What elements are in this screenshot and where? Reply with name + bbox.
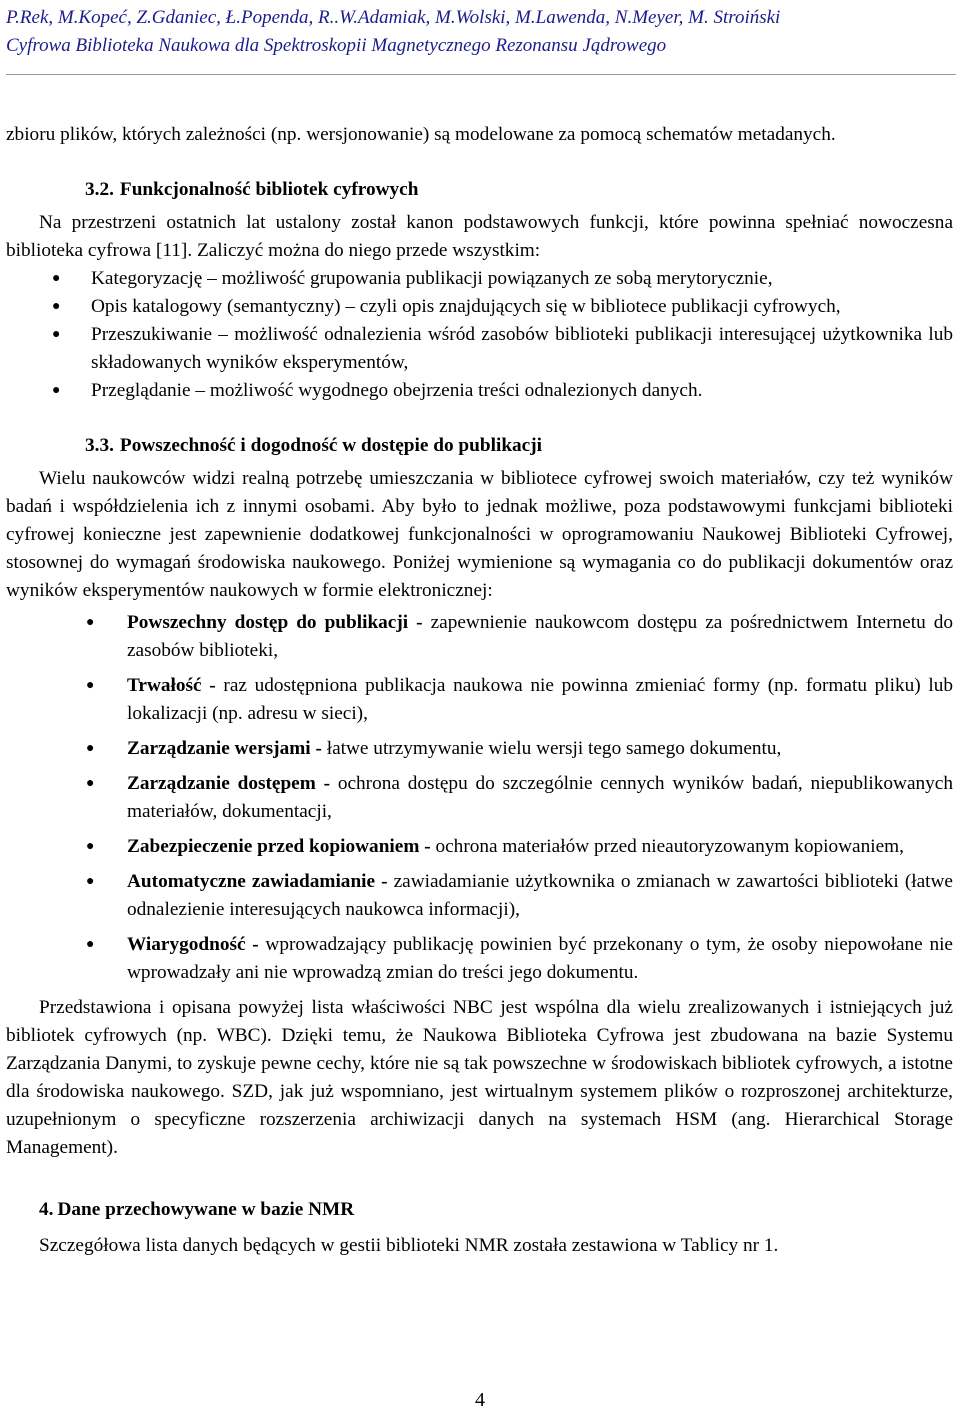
header-authors: P.Rek, M.Kopeć, Z.Gdaniec, Ł.Popenda, R..W.Adamiak, M.Wolski, M.Lawenda, N.Meyer, M. Stroiński bbox=[6, 7, 781, 28]
bullet-icon: ● bbox=[52, 327, 61, 342]
section-3-2-heading bbox=[85, 176, 953, 204]
functions-list bbox=[6, 265, 953, 405]
list-item bbox=[6, 609, 953, 665]
list-item-text: ochrona dostępu do szczególnie cennych wyników badań, niepublikowanych materiałów, dokumentacji, bbox=[127, 773, 953, 822]
bullet-icon: ● bbox=[86, 937, 95, 952]
bullet-icon: ● bbox=[86, 678, 95, 693]
list-item bbox=[6, 293, 953, 321]
bullet-icon: ● bbox=[86, 874, 95, 889]
list-item-text: łatwe utrzymywanie wielu wersji tego samego dokumentu, bbox=[326, 738, 782, 759]
list-item bbox=[6, 265, 953, 293]
list-item-term: Automatyczne zawiadamianie - bbox=[127, 871, 388, 892]
section-4-heading bbox=[39, 1196, 953, 1224]
section-number: 3.3. bbox=[85, 435, 114, 456]
list-item-term: Trwałość - bbox=[127, 675, 216, 696]
bullet-icon: ● bbox=[86, 776, 95, 791]
list-item-text: Opis katalogowy (semantyczny) – czyli opis znajdujących się w bibliotece publikacji cyfrowych, bbox=[91, 296, 841, 317]
bullet-icon: ● bbox=[52, 299, 61, 314]
list-item-text: zawiadamianie użytkownika o zmianach w zawartości biblioteki (łatwe odnalezienie interesujących naukowca informacji), bbox=[127, 871, 953, 920]
list-item bbox=[6, 833, 953, 861]
list-item-term: Zarządzanie dostępem - bbox=[127, 773, 331, 794]
list-item-term: Zarządzanie wersjami - bbox=[127, 738, 322, 759]
closing-paragraph: Przedstawiona i opisana powyżej lista właściwości NBC jest wspólna dla wielu zrealizowanych i istniejących już bibliotek cyfrowych (np. WBC). Dzięki temu, że Naukowa Biblioteka Cyfrowa jest zbudowana na bazie Systemu Zarządzania Danymi, to zyskuje pewne cechy, które nie są tak powszechne w środowiskach bibliotek cyfrowych, a istotne dla środowiska naukowego. SZD, jak już wspomniano, jest wirtualnym systemem plików o rozproszonej architekturze, uzupełnionym o specyficzne rozszerzenia archiwizacji danych na systemach HSM (ang. Hierarchical Storage Management). bbox=[6, 997, 953, 1158]
bullet-icon: ● bbox=[52, 383, 61, 398]
list-item-text: zapewnienie naukowcom dostępu za pośrednictwem Internetu do zasobów biblioteki, bbox=[127, 612, 953, 661]
list-item bbox=[6, 672, 953, 728]
list-item bbox=[6, 931, 953, 987]
section-title: Dane przechowywane w bazie NMR bbox=[57, 1199, 355, 1220]
list-item-term: Powszechny dostęp do publikacji - bbox=[127, 612, 423, 633]
list-item bbox=[6, 735, 953, 763]
page-number: 4 bbox=[475, 1389, 485, 1411]
list-item-text: wprowadzający publikację powinien być przekonany o tym, że osoby niepowołane nie wprowadzały ani nie wprowadzą zmian do treści jego dokumentu. bbox=[127, 934, 953, 983]
list-item bbox=[6, 377, 953, 405]
section-title: Powszechność i dogodność w dostępie do publikacji bbox=[119, 435, 543, 456]
section-number: 3.2. bbox=[85, 179, 114, 200]
header-title: Cyfrowa Biblioteka Naukowa dla Spektroskopii Magnetycznego Rezonansu Jądrowego bbox=[6, 35, 667, 56]
running-header bbox=[6, 4, 956, 60]
intro-paragraph: zbioru plików, których zależności (np. wersjonowanie) są modelowane za pomocą schematów metadanych. bbox=[6, 124, 836, 145]
list-item-text: ochrona materiałów przed nieautoryzowanym kopiowaniem, bbox=[435, 836, 904, 857]
section-3-3-paragraph: Wielu naukowców widzi realną potrzebę umieszczania w bibliotece cyfrowej swoich materiałów, czy też wyników badań i współdzielenia ich z innymi osobami. Aby było to jednak możliwe, poza podstawowymi funkcjami biblioteki cyfrowej konieczne jest zapewnienie dodatkowej funkcjonalności w oprogramowaniu Naukowej Biblioteki Cyfrowej, stosownej do wymagań środowiska naukowego. Poniżej wymienione są wymagania co do publikacji dokumentów oraz wyników eksperymentów naukowych w formie elektronicznej: bbox=[6, 468, 953, 601]
bullet-icon: ● bbox=[86, 741, 95, 756]
requirements-list bbox=[6, 609, 953, 987]
section-3-3-heading bbox=[85, 432, 953, 460]
list-item bbox=[6, 868, 953, 924]
bullet-icon: ● bbox=[86, 839, 95, 854]
list-item-text: raz udostępniona publikacja naukowa nie powinna zmieniać formy (np. formatu pliku) lub lokalizacji (np. adresu w sieci), bbox=[127, 675, 954, 724]
section-4-paragraph: Szczegółowa lista danych będących w gestii biblioteki NMR została zestawiona w Tablicy nr 1. bbox=[39, 1235, 779, 1256]
list-item-term: Zabezpieczenie przed kopiowaniem - bbox=[127, 836, 431, 857]
list-item bbox=[6, 321, 953, 377]
header-divider bbox=[6, 74, 956, 75]
list-item-text: Kategoryzację – możliwość grupowania publikacji powiązanych ze sobą merytorycznie, bbox=[91, 268, 773, 289]
section-number: 4. bbox=[39, 1199, 54, 1220]
section-title: Funkcjonalność bibliotek cyfrowych bbox=[119, 179, 419, 200]
list-item bbox=[6, 770, 953, 826]
list-item-text: Przeglądanie – możliwość wygodnego obejrzenia treści odnalezionych danych. bbox=[91, 380, 703, 401]
list-item-term: Wiarygodność - bbox=[127, 934, 259, 955]
page-body bbox=[6, 121, 953, 1260]
bullet-icon: ● bbox=[52, 271, 61, 286]
section-3-2-paragraph: Na przestrzeni ostatnich lat ustalony został kanon podstawowych funkcji, które powinna spełniać nowoczesna biblioteka cyfrowa [11]. Zaliczyć można do niego przede wszystkim: bbox=[6, 212, 953, 261]
list-item-text: Przeszukiwanie – możliwość odnalezienia wśród zasobów biblioteki publikacji interesującej użytkownika lub składowanych wyników eksperymentów, bbox=[91, 324, 953, 373]
bullet-icon: ● bbox=[86, 615, 95, 630]
